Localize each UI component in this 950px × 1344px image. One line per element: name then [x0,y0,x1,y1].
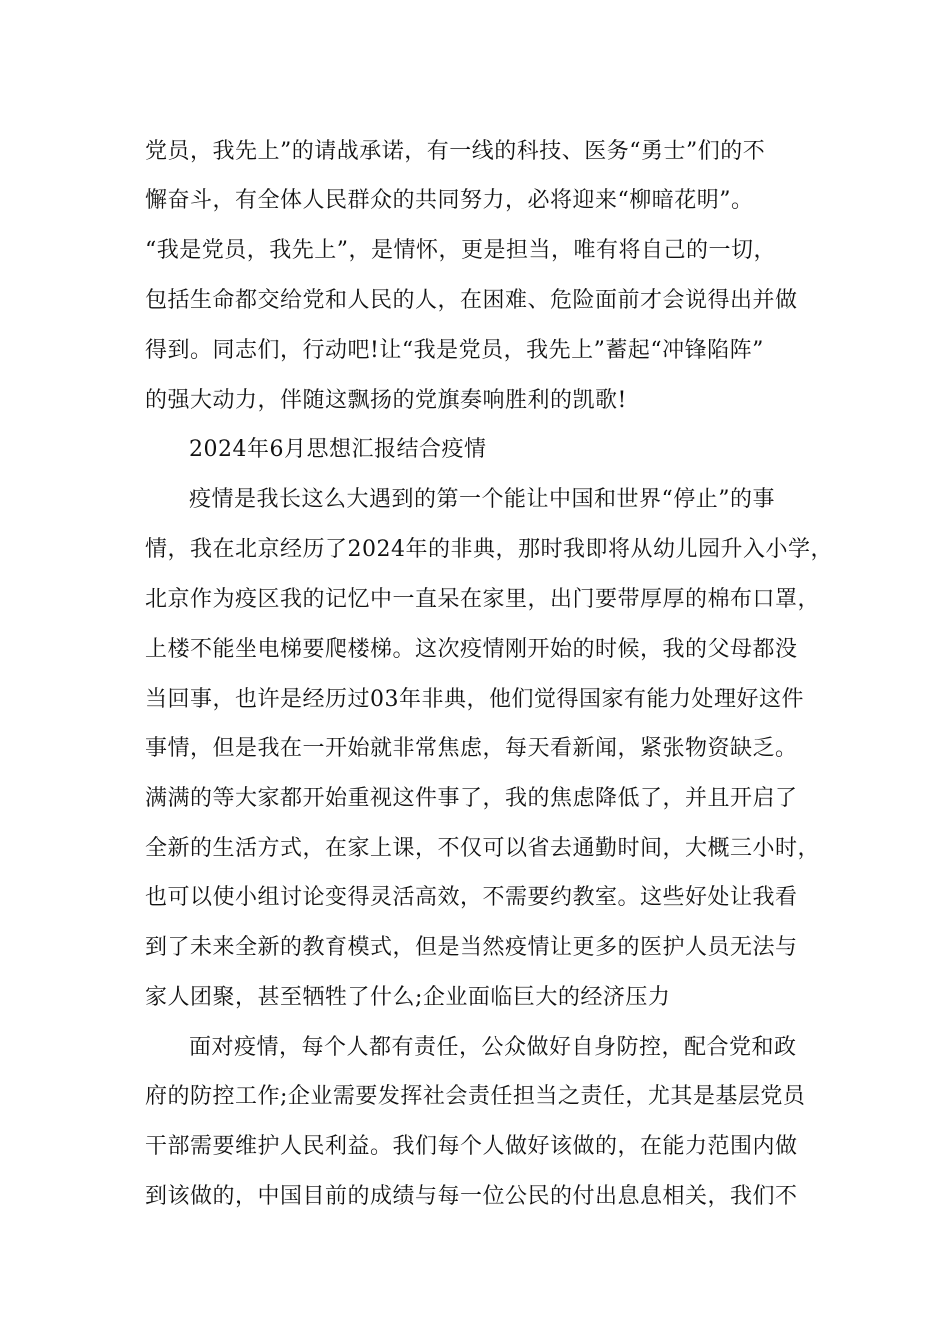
paragraph-line: 北京作为疫区我的记忆中一直呆在家里，出门要带厚厚的棉布口罩， [145,587,821,612]
paragraph-line: 得到。同志们，行动吧!让“我是党员，我先上”蓄起“冲锋陷阵” [145,338,764,363]
paragraph-line: 包括生命都交给党和人民的人，在困难、危险面前才会说得出并做 [145,288,798,313]
paragraph-line: 事情，但是我在一开始就非常焦虑，每天看新闻，紧张物资缺乏。 [145,736,798,761]
paragraph-line: 情，我在北京经历了2024年的非典，那时我即将从幼儿园升入小学， [145,537,833,562]
paragraph-line: 府的防控工作;企业需要发挥社会责任担当之责任，尤其是基层党员 [145,1084,806,1109]
paragraph-line: 面对疫情，每个人都有责任，公众做好自身防控，配合党和政 [189,1035,797,1060]
paragraph-line: 也可以使小组讨论变得灵活高效，不需要约教室。这些好处让我看 [145,885,798,910]
paragraph-line: 的强大动力，伴随这飘扬的党旗奏响胜利的凯歌! [145,388,627,413]
paragraph-line: 到该做的，中国目前的成绩与每一位公民的付出息息相关，我们不 [145,1184,798,1209]
paragraph-line: 干部需要维护人民利益。我们每个人做好该做的，在能力范围内做 [145,1134,798,1159]
paragraph-line: 党员，我先上”的请战承诺，有一线的科技、医务“勇士”们的不 [145,139,766,164]
paragraph-line: 懈奋斗，有全体人民群众的共同努力，必将迎来“柳暗花明”。 [145,188,754,213]
paragraph-line: 疫情是我长这么大遇到的第一个能让中国和世界“停止”的事 [189,487,775,512]
paragraph-line: 上楼不能坐电梯要爬楼梯。这次疫情刚开始的时候，我的父母都没 [145,637,798,662]
paragraph-line: “我是党员，我先上”，是情怀，更是担当，唯有将自己的一切， [145,238,776,263]
section-heading: 2024年6月思想汇报结合疫情 [189,437,487,462]
paragraph-line: 家人团聚，甚至牺牲了什么;企业面临巨大的经济压力 [145,985,671,1010]
paragraph-line: 到了未来全新的教育模式，但是当然疫情让更多的医护人员无法与 [145,935,798,960]
paragraph-line: 满满的等大家都开始重视这件事了，我的焦虑降低了，并且开启了 [145,786,798,811]
paragraph-line: 当回事，也许是经历过03年非典，他们觉得国家有能力处理好这件 [145,687,804,712]
paragraph-line: 全新的生活方式，在家上课，不仅可以省去通勤时间，大概三小时， [145,836,821,861]
